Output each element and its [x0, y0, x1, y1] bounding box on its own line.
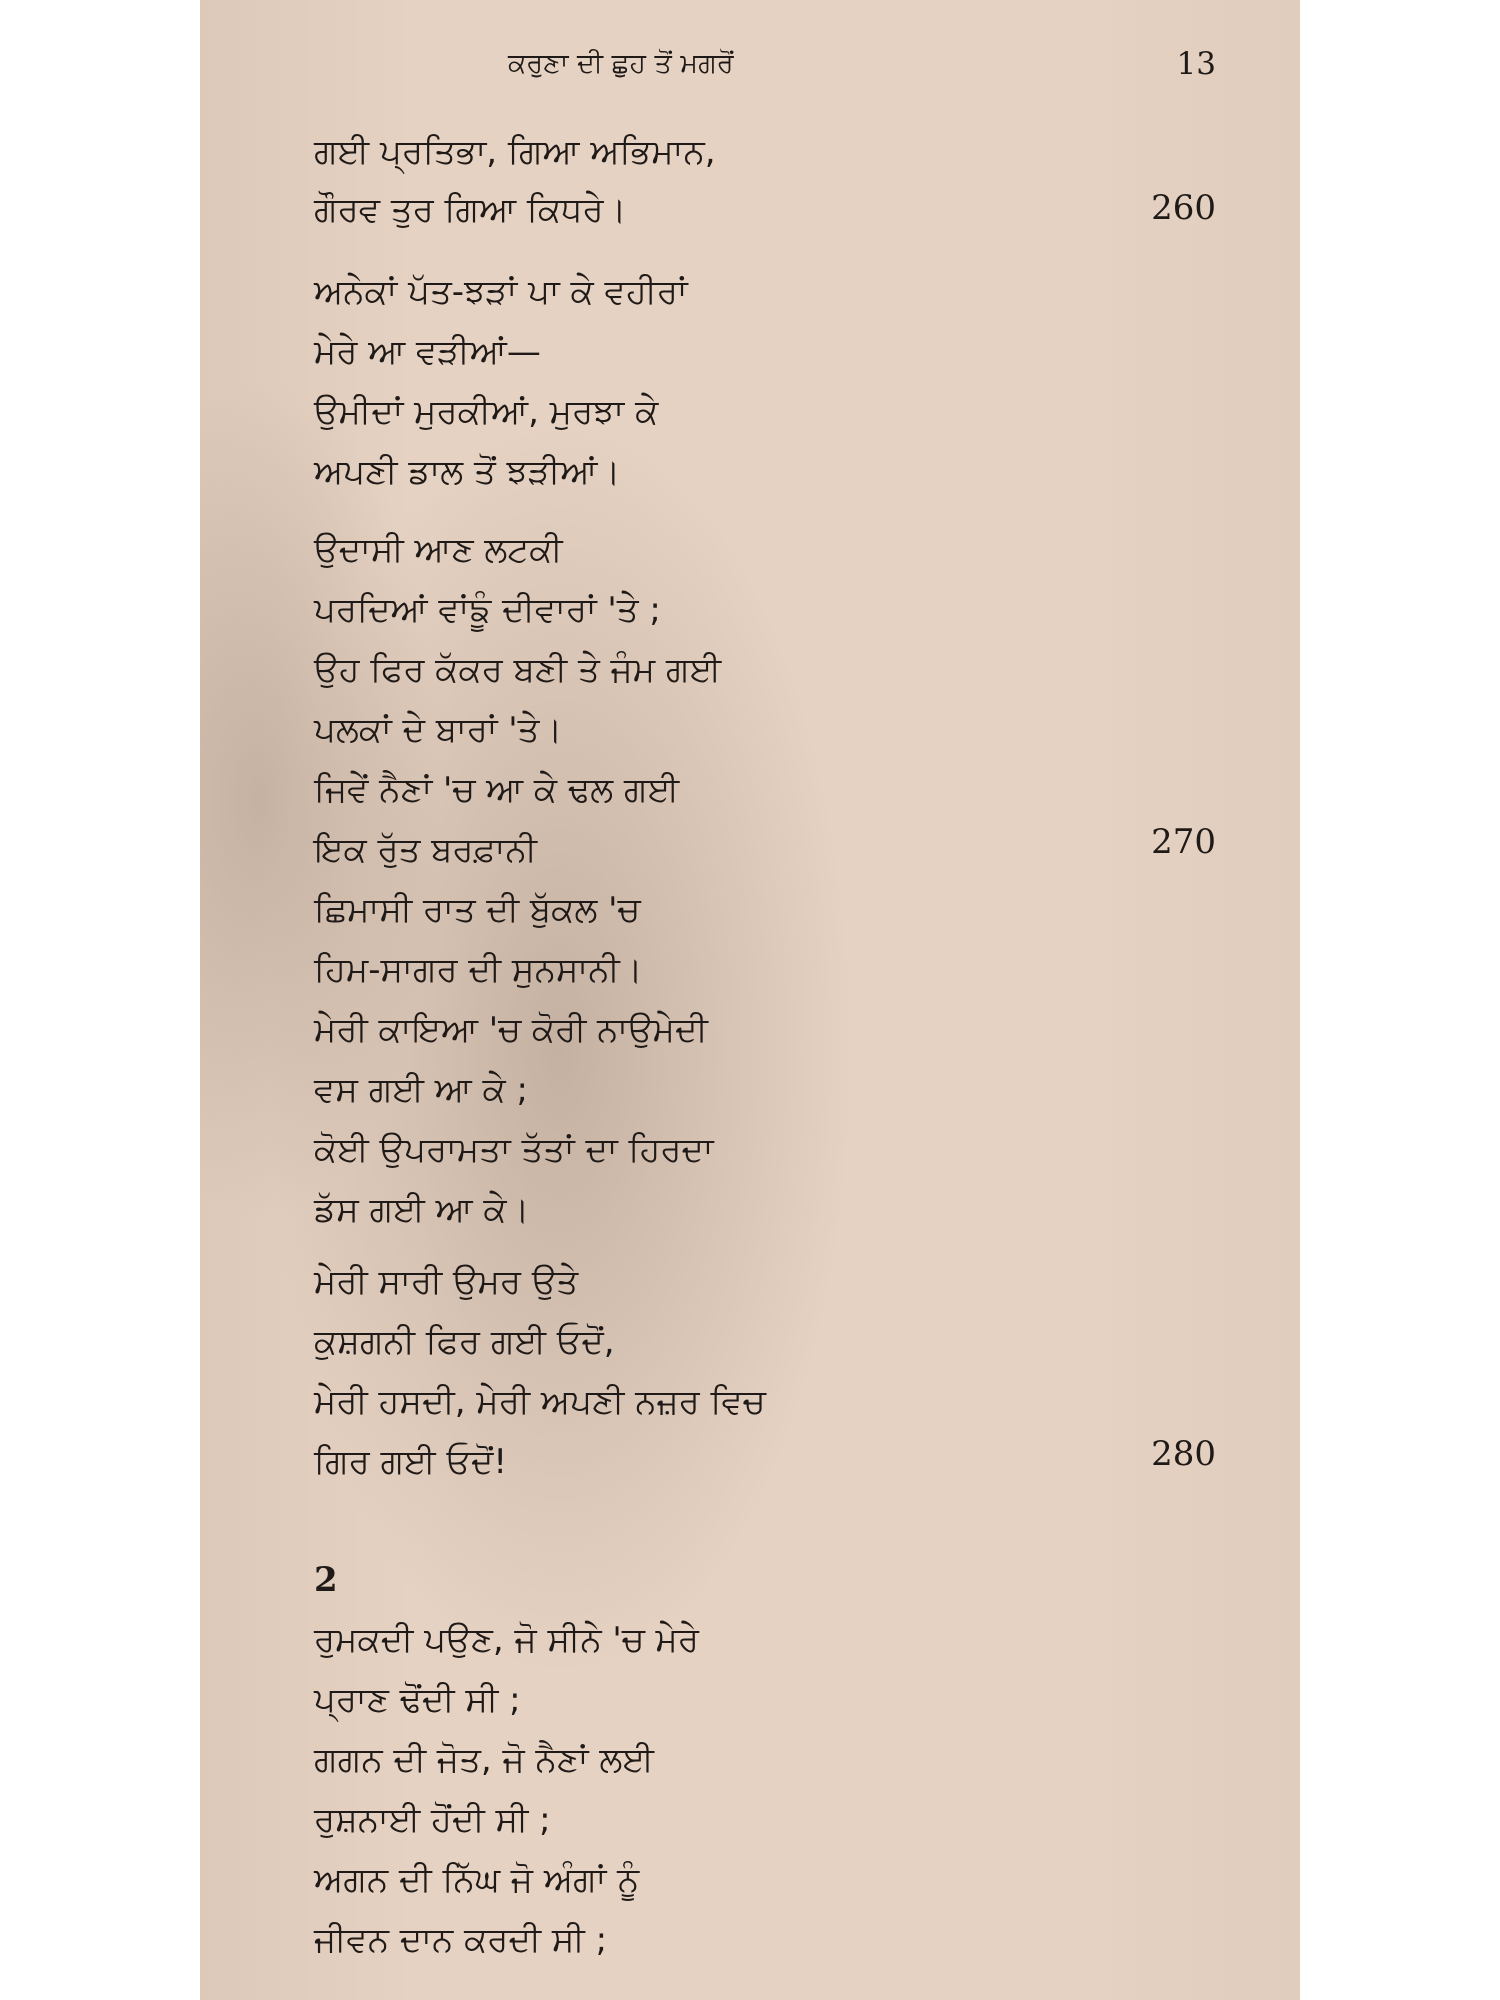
poem-line: ਉਹ ਫਿਰ ਕੱਕਰ ਬਣੀ ਤੇ ਜੰਮ ਗਈ	[314, 650, 722, 690]
poem-line: ਜਿਵੇਂ ਨੈਣਾਂ 'ਚ ਆ ਕੇ ਢਲ ਗਈ	[314, 770, 680, 810]
poem-line: ਰੁਸ਼ਨਾਈ ਹੋਂਦੀ ਸੀ ;	[314, 1800, 551, 1840]
poem-line: ਮੇਰੀ ਸਾਰੀ ਉਮਰ ਉਤੇ	[314, 1262, 579, 1302]
poem-line: ਵਸ ਗਈ ਆ ਕੇ ;	[314, 1070, 529, 1110]
poem-line: ਛਿਮਾਸੀ ਰਾਤ ਦੀ ਬੁੱਕਲ 'ਚ	[314, 890, 641, 930]
poem-line: ਕੋਈ ਉਪਰਾਮਤਾ ਤੱਤਾਂ ਦਾ ਹਿਰਦਾ	[314, 1130, 714, 1170]
book-page	[200, 0, 1300, 2000]
poem-line: ਅਗਨ ਦੀ ਨਿੱਘ ਜੋ ਅੰਗਾਂ ਨੂੰ	[314, 1860, 640, 1900]
poem-line: ਗਿਰ ਗਈ ਓਦੋਂ!	[314, 1442, 508, 1482]
poem-line: ਗਗਨ ਦੀ ਜੋਤ, ਜੋ ਨੈਣਾਂ ਲਈ	[314, 1740, 654, 1780]
page-number: 13	[1176, 46, 1216, 82]
poem-line: ਮੇਰੀ ਕਾਇਆ 'ਚ ਕੋਰੀ ਨਾਉਮੇਦੀ	[314, 1010, 708, 1050]
poem-line: ਪਰਦਿਆਂ ਵਾਂਙੂੰ ਦੀਵਾਰਾਂ 'ਤੇ ;	[314, 590, 661, 630]
poem-line: ਪਲਕਾਂ ਦੇ ਬਾਰਾਂ 'ਤੇ।	[314, 710, 563, 750]
poem-line: ਅਨੇਕਾਂ ਪੱਤ-ਝੜਾਂ ਪਾ ਕੇ ਵਹੀਰਾਂ	[314, 272, 688, 312]
poem-line: ਮੇਰੀ ਹਸਦੀ, ਮੇਰੀ ਅਪਣੀ ਨਜ਼ਰ ਵਿਚ	[314, 1382, 766, 1422]
poem-line: ਗੌਰਵ ਤੁਰ ਗਿਆ ਕਿਧਰੇ।	[314, 190, 627, 230]
poem-line: ਡੱਸ ਗਈ ਆ ਕੇ।	[314, 1190, 530, 1230]
line-number-260: 260	[1151, 188, 1216, 228]
poem-line: ਜੀਵਨ ਦਾਨ ਕਰਦੀ ਸੀ ;	[314, 1920, 608, 1960]
poem-line: ਮੇਰੇ ਆ ਵੜੀਆਂ—	[314, 332, 541, 372]
poem-line: ਉਦਾਸੀ ਆਣ ਲਟਕੀ	[314, 530, 563, 570]
line-number-270: 270	[1151, 822, 1216, 862]
running-header	[200, 48, 1300, 88]
show-through-text	[760, 120, 1200, 2000]
poem-line: ਕੁਸ਼ਗਨੀ ਫਿਰ ਗਈ ਓਦੋਂ,	[314, 1322, 615, 1362]
poem-line: ਗਈ ਪ੍ਰਤਿਭਾ, ਗਿਆ ਅਭਿਮਾਨ,	[314, 132, 716, 172]
poem-line: ਹਿਮ-ਸਾਗਰ ਦੀ ਸੁਨਸਾਨੀ।	[314, 950, 643, 990]
poem-line: ਉਮੀਦਾਂ ਮੁਰਕੀਆਂ, ਮੁਰਝਾ ਕੇ	[314, 392, 659, 432]
poem-line: ਅਪਣੀ ਡਾਲ ਤੋਂ ਝੜੀਆਂ।	[314, 452, 621, 492]
poem-line: ਇਕ ਰੁੱਤ ਬਰਫ਼ਾਨੀ	[314, 830, 537, 870]
header-title: ਕਰੁਣਾ ਦੀ ਛੁਹ ਤੋਂ ਮਗਰੋਂ	[508, 48, 734, 79]
poem-line: ਰੁਮਕਦੀ ਪਉਣ, ਜੋ ਸੀਨੇ 'ਚ ਮੇਰੇ	[314, 1620, 699, 1660]
section-number: 2	[314, 1560, 338, 1600]
poem-line: ਪ੍ਰਾਣ ਢੋਂਦੀ ਸੀ ;	[314, 1680, 521, 1720]
line-number-280: 280	[1151, 1434, 1216, 1474]
